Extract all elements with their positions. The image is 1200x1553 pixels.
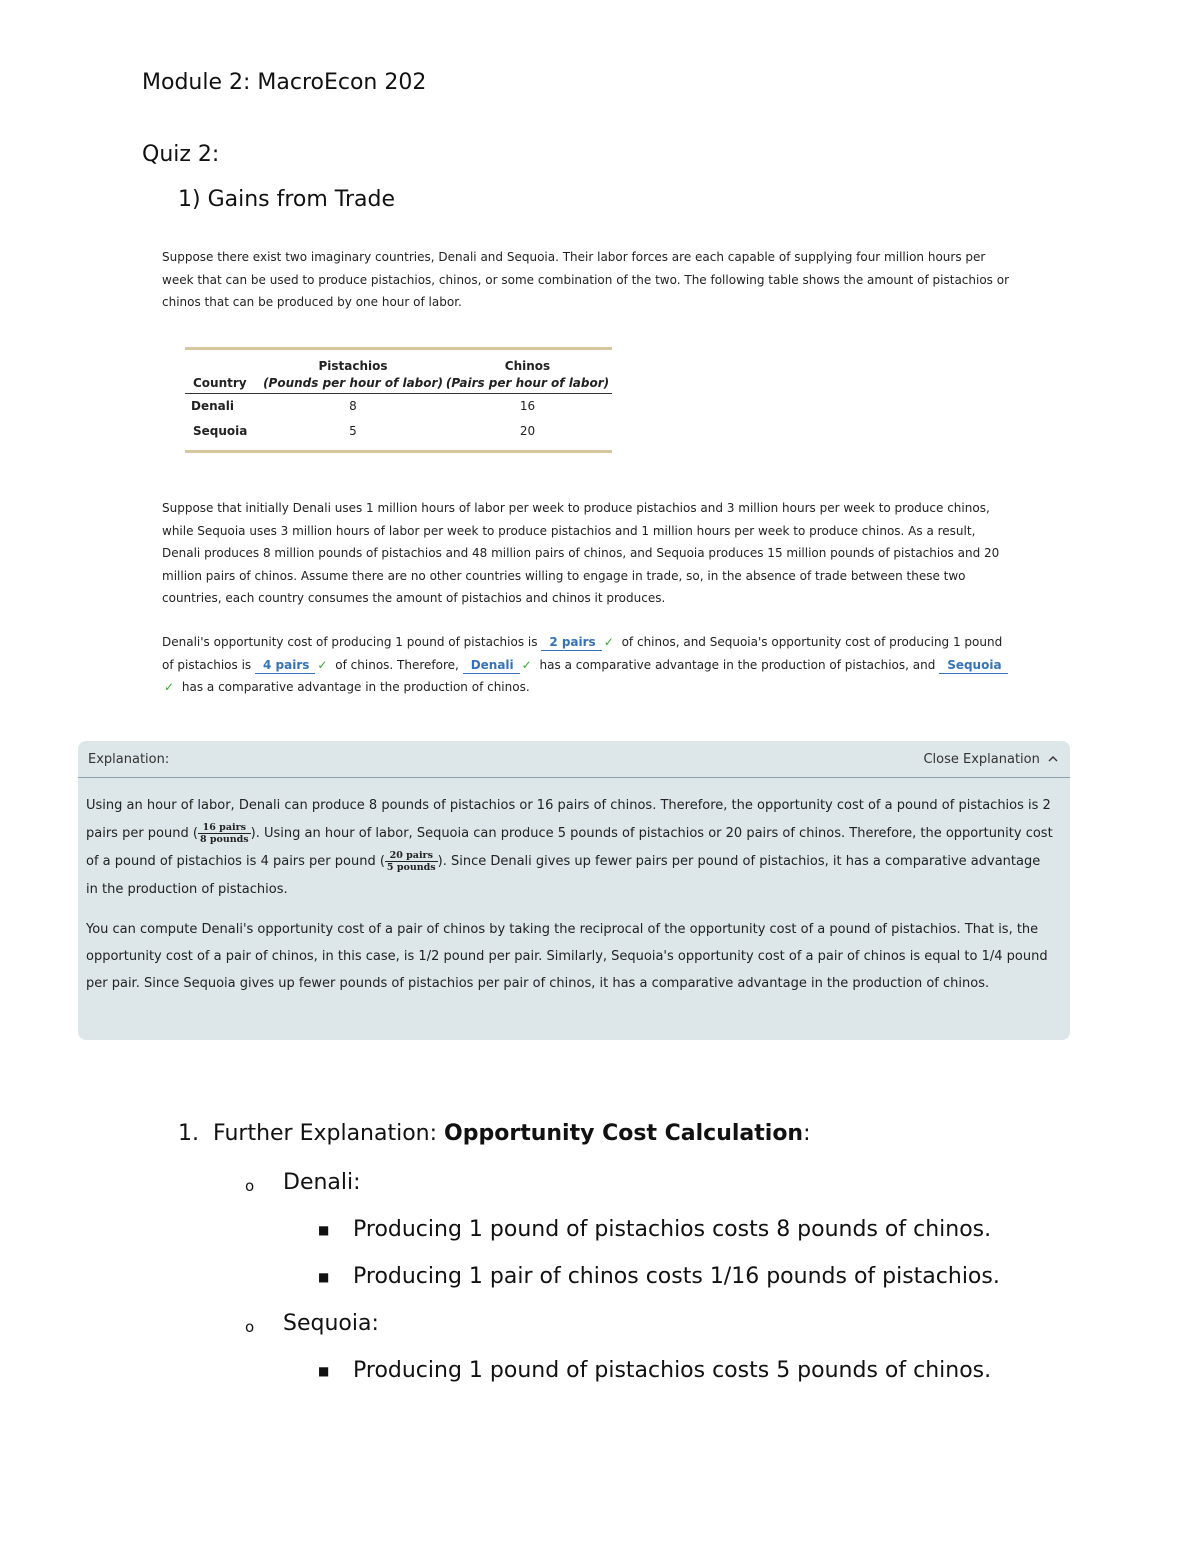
close-explanation-button[interactable]: Close Explanation (923, 752, 1058, 767)
fraction-sequoia: $\frac{\text{20 pairs}}{\text{5 pounds}}$ (386, 850, 436, 873)
table-row (185, 418, 612, 450)
cell-pistachios: 8 (349, 399, 357, 413)
list-item: Producing 1 pound of pistachios costs 5 pounds of chinos. (353, 1358, 992, 1383)
answer-dropdown-denali-cost[interactable]: 2 pairs (541, 635, 601, 651)
explanation-paragraph: Using an hour of labor, Denali can produce 8 pounds of pistachios or 16 pairs of chinos. Therefore, the opportunity cost of a pound of pistachios is 2 pairs per pound ( $\frac{\text{16 pairs}}{\text{8 pounds}}$ ). Using an hour of labor, Sequoia can produce 5 pounds of pistachios or 20 pairs of chinos. Therefore, the opportunity cost of a pound of pistachios is 4 pairs per pound ( $\frac{\text{20 pairs}}{\text{5 pounds}}$ ). Since Denali gives up fewer pairs per pound of pistachios, it has a comparative advantage in the production of pistachios. (86, 798, 1053, 897)
list-item-denali: Denali: (283, 1170, 361, 1195)
explanation-label: Explanation: (88, 751, 170, 767)
circle-bullet-icon: o (245, 1318, 255, 1336)
check-icon: ✓ (603, 635, 614, 649)
cell-country: Denali (191, 399, 234, 413)
document-title: Module 2: MacroEcon 202 (142, 70, 427, 95)
check-icon: ✓ (317, 657, 328, 672)
answer-paragraph: Denali's opportunity cost of producing 1 pound of pistachios is 2 pairs ✓ of chinos, and Sequoia's opportunity cost of producing 1 pound of pistachios is 4 pairs ✓ of chinos. Therefore, Denali ✓ has a comparative advantage in the production of pistachios, and Sequoia✓ has a comparative advantage in the production of chinos. (162, 631, 1012, 699)
explanation-header (78, 741, 1070, 778)
list-item: Producing 1 pound of pistachios costs 8 pounds of chinos. (353, 1217, 992, 1242)
section-heading: 1) Gains from Trade (178, 187, 396, 212)
check-icon: ✓ (164, 680, 175, 694)
header-pistachios: Pistachios (318, 359, 388, 373)
header-pistachios-unit: (Pounds per hour of labor) (263, 373, 443, 394)
intro-paragraph: Suppose there exist two imaginary countries, Denali and Sequoia. Their labor forces are each capable of supplying four million hours per week that can be used to produce pistachios, chinos, or some combination of the two. The following table shows the amount of pistachios or chinos that can be produced by one hour of labor. (162, 250, 1010, 309)
explanation-panel (78, 741, 1070, 1040)
chevron-up-icon (1048, 755, 1058, 763)
square-bullet-icon: ■ (318, 1270, 330, 1284)
list-item: Producing 1 pair of chinos costs 1/16 pounds of pistachios. (353, 1264, 1000, 1289)
table-bottom-border (185, 450, 612, 453)
cell-pistachios: 5 (349, 424, 357, 438)
check-icon: ✓ (521, 657, 532, 672)
table-row (185, 394, 612, 419)
square-bullet-icon: ■ (318, 1364, 330, 1378)
square-bullet-icon: ■ (318, 1223, 330, 1237)
header-chinos: Chinos (504, 359, 551, 373)
cell-country: Sequoia (193, 424, 248, 438)
answer-dropdown-sequoia-cost[interactable]: 4 pairs (255, 658, 315, 674)
cell-chinos: 20 (519, 424, 536, 438)
circle-bullet-icon: o (245, 1177, 255, 1195)
answer-dropdown-pistachio-advantage[interactable]: Denali (463, 658, 520, 674)
answer-dropdown-chinos-advantage[interactable]: Sequoia (939, 658, 1007, 674)
list-item-sequoia: Sequoia: (283, 1311, 379, 1336)
further-explanation-heading: 1. Further Explanation: Opportunity Cost Calculation: (178, 1121, 811, 1146)
header-chinos-unit: (Pairs per hour of labor) (443, 373, 612, 394)
scenario-paragraph: Suppose that initially Denali uses 1 million hours of labor per week to produce pistachios and 3 million hours per week to produce chinos, while Sequoia uses 3 million hours of labor per week to produce pistachios and 1 million hours per week to produce chinos. As a result, Denali produces 8 million pounds of pistachios and 48 million pairs of chinos, and Sequoia produces 15 million pounds of pistachios and 20 million pairs of chinos. Assume there are no other countries willing to engage in trade, so, in the absence of trade between these two countries, each country consumes the amount of pistachios and chinos it produces. (162, 501, 1000, 605)
cell-chinos: 16 (519, 399, 536, 413)
header-country: Country (185, 373, 263, 394)
explanation-paragraph: You can compute Denali's opportunity cost of a pair of chinos by taking the reciprocal of the opportunity cost of a pound of pistachios. That is, the opportunity cost of a pair of chinos, in this case, is 1/2 pound per pair. Similarly, Sequoia's opportunity cost of a pair of chinos is equal to 1/4 pound per pair. Since Sequoia gives up fewer pounds of pistachios per pair of chinos, it has a comparative advantage in the production of chinos. (86, 922, 1048, 991)
quiz-heading: Quiz 2: (142, 142, 220, 167)
production-table (185, 347, 612, 453)
fraction-denali: $\frac{\text{16 pairs}}{\text{8 pounds}}$ (199, 822, 249, 845)
